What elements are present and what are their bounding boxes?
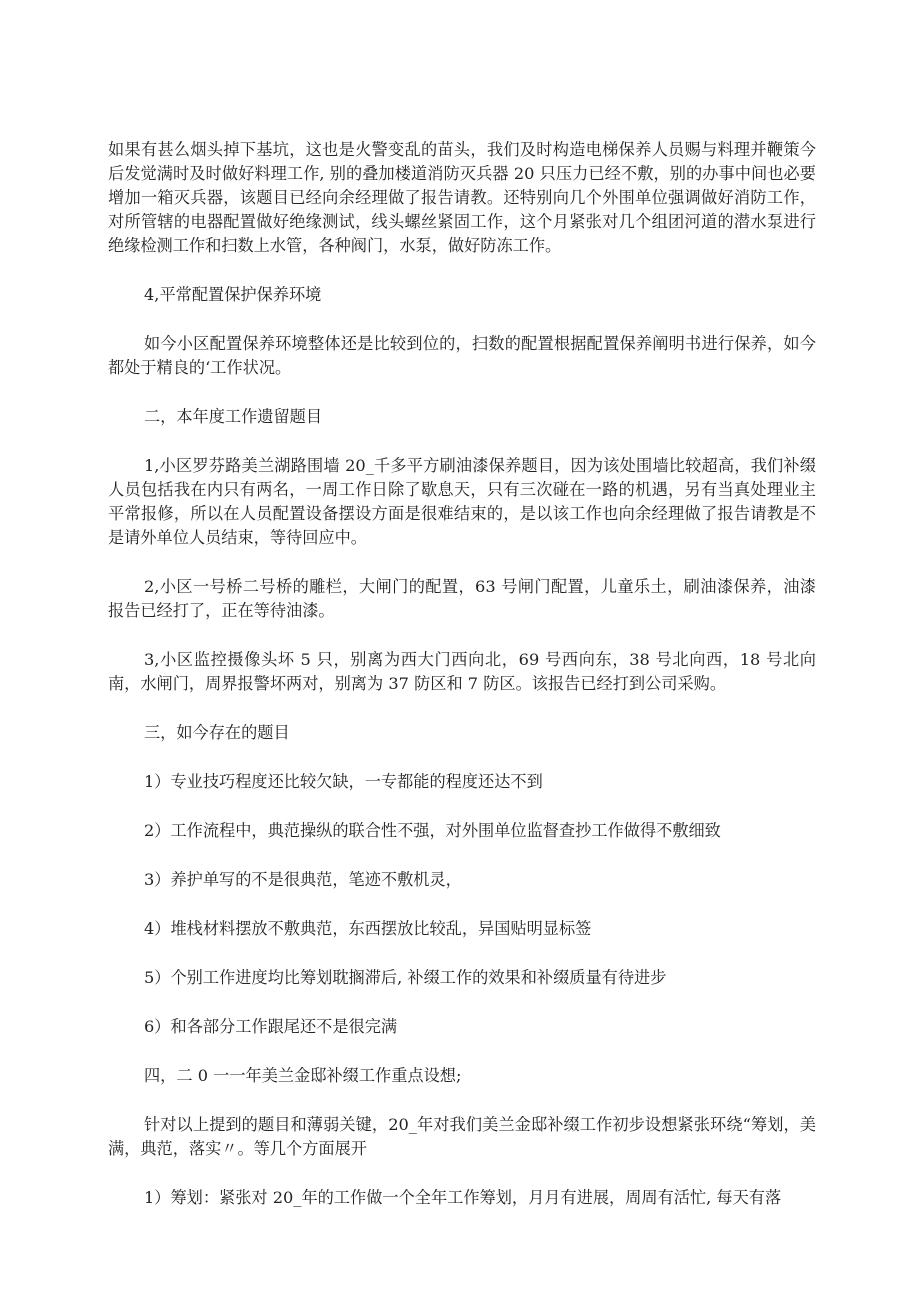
heading-equipment-maintenance: 4,平常配置保护保养环境 — [144, 285, 322, 304]
list-item-problem-5: 5）个别工作进度均比筹划耽搁滞后, 补缀工作的效果和补缀质量有待进步 — [144, 968, 667, 987]
heading-current-problems: 三，如今存在的题目 — [144, 723, 290, 742]
paragraph-issue-bridge-railing: 2,小区一号桥二号桥的雕栏，大闸门的配置，63 号闸门配置，儿童乐土，刷油漆保养，油漆报告已经打了，正在等待油漆。 — [108, 577, 816, 620]
list-item-problem-4: 4）堆栈材料摆放不敷典范，东西摆放比较乱，异国贴明显标签 — [144, 919, 592, 938]
paragraph-issue-cameras: 3,小区监控摄像头坏 5 只，别离为西大门西向北，69 号西向东，38 号北向西，18 号北向南，水闸门，周界报警坏两对，别离为 37 防区和 7 防区。该报告已经打到公司采购。 — [108, 650, 816, 693]
list-item-plan-1: 1）筹划：紧张对 20_年的工作做一个全年工作筹划，月月有进展，周周有活忙, 每天有落 — [144, 1188, 782, 1207]
list-item-problem-6: 6）和各部分工作跟尾还不是很完满 — [144, 1017, 398, 1036]
heading-leftover-issues: 二，本年度工作遗留题目 — [144, 407, 323, 426]
list-item-problem-3: 3）养护单写的不是很典范，笔迹不敷机灵， — [144, 870, 462, 889]
paragraph-issue-wall-painting: 1,小区罗芬路美兰湖路围墙 20_千多平方刷油漆保养题目，因为该处围墙比较超高，我们补缀人员包括我在内只有两名，一周工作日除了歇息天，只有三次碰在一路的机遇，另有当真处理业主平常报修，所以在人员配置设备摆设方面是很难结束的，是以该工作也向余经理做了报告请教是不是请外单位人员结束，等待回应中。 — [108, 456, 816, 547]
paragraph-plan-intro: 针对以上提到的题目和薄弱关键，20_年对我们美兰金邸补缀工作初步设想紧张环绕“筹划，美满，典范，落实〃。等几个方面展开 — [108, 1115, 816, 1158]
list-item-problem-2: 2）工作流程中，典范操纵的联合性不强，对外围单位监督查抄工作做得不敷细致 — [144, 821, 721, 840]
paragraph-equipment-status: 如今小区配置保养环境整体还是比较到位的，扫数的配置根据配置保养阐明书进行保养，如今都处于精良的‘工作状况。 — [108, 334, 816, 377]
list-item-problem-1: 1）专业技巧程度还比较欠缺，一专都能的程度还达不到 — [144, 772, 543, 791]
heading-work-plan: 四，二 0 一一年美兰金邸补缀工作重点设想; — [144, 1066, 462, 1085]
paragraph-fire-safety: 如果有甚么烟头掉下基坑，这也是火警变乱的苗头，我们及时构造电梯保养人员赐与料理并鞭策今后发觉满时及时做好料理工作, 别的叠加楼道消防灭兵器 20 只压力已经不敷，别的办事中间也必要增加一箱灭兵器，该题目已经向余经理做了报告请教。还特别向几个外围单位强调做好消防工作，对所管辖的电器配置做好绝缘测试，线头螺丝紧固工作，这个月紧张对几个组团河道的潜水泵进行绝缘检测工作和扫数上水管，各种阀门，水泵，做好防冻工作。 — [108, 140, 816, 255]
document-page — [108, 138, 816, 1210]
